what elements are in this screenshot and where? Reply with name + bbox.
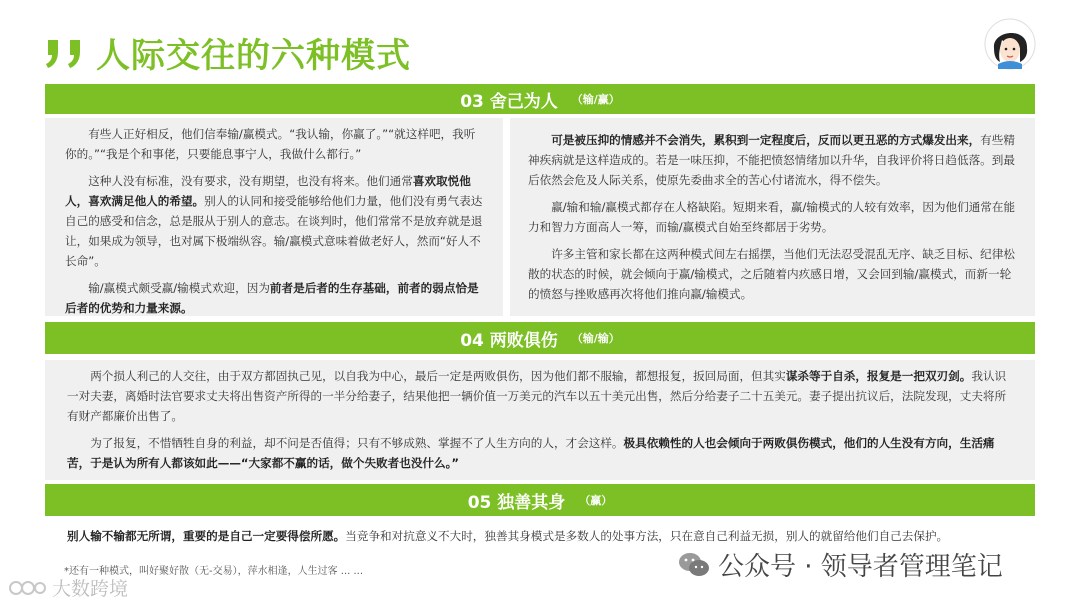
section-03-right-panel xyxy=(510,118,1035,316)
brand-logo-icon xyxy=(8,577,46,599)
section-04-tag: （输/输） xyxy=(571,332,620,345)
paragraph: 两个损人利己的人交往，由于双方都固执己见，以自我为中心，最后一定是两败俱伤，因为他们都不服输，都想报复，扳回局面，但其实谋杀等于自杀，报复是一把双刃剑。我认识一对夫妻，离婚时法官要求丈夫将出售资产所得的一半分给妻子，结果他把一辆价值一万美元的汽车以五十美元出售，然后分给妻子二十五美元。妻子提出抗议后，法院发现，丈夫将所有财产都廉价出售了。 xyxy=(67,369,1007,423)
section-04-header xyxy=(45,322,1035,354)
section-04-panel xyxy=(45,360,1035,480)
section-04-title: 04 两败俱伤 xyxy=(460,330,558,351)
paragraph: 许多主管和家长都在这两种模式间左右摇摆，当他们无法忍受混乱无序、缺乏目标、纪律松散的状态的时候，就会倾向于赢/输模式，之后随着内疚感日增，又会回到输/赢模式，而新一轮的愤怒与挫败感再次将他们推向赢/输模式。 xyxy=(528,247,1015,301)
paragraph: 这种人没有标准，没有要求，没有期望，也没有将来。他们通常喜欢取悦他人，喜欢满足他人的希望。别人的认同和接受能够给他们力量，他们没有勇气表达自己的感受和信念，总是服从于别人的意志。在谈判时，他们常常不是放弃就是退让，如果成为领导，也对属下极端纵容。输/赢模式意味着做老好人，然而“好人不长命”。 xyxy=(65,174,483,268)
paragraph: 为了报复，不惜牺牲自身的利益，却不问是否值得；只有不够成熟、掌握不了人生方向的人，才会这样。极具依赖性的人也会倾向于两败俱伤模式，他们的人生没有方向，生活痛苦，于是认为所有人都该如此——“大家都不赢的话，做个失败者也没什么。” xyxy=(67,436,995,470)
watermark-right-text: 公众号 · 领导者管理笔记 xyxy=(718,552,1003,582)
paragraph: 有些人正好相反，他们信奉输/赢模式。“我认输，你赢了。”“就这样吧，我听你的。”“我是个和事佬，只要能息事宁人，我做什么都行。” xyxy=(65,127,476,161)
section-03-tag: （输/赢） xyxy=(571,93,620,106)
section-05-tag: （赢） xyxy=(579,494,613,507)
watermark-left-text: 大数跨境 xyxy=(52,578,129,600)
section-03-left-panel xyxy=(45,118,503,316)
title-block xyxy=(44,26,411,78)
watermark-left xyxy=(8,574,128,601)
section-03-title: 03 舍己为人 xyxy=(460,91,558,112)
section-05-header xyxy=(45,484,1035,516)
paragraph: 输/赢模式颇受赢/输模式欢迎，因为前者是后者的生存基础，前者的弱点恰是后者的优势和力量来源。 xyxy=(65,281,479,315)
watermark-right xyxy=(678,546,1003,583)
section-03-header xyxy=(45,84,1035,114)
section-05-title: 05 独善其身 xyxy=(467,492,566,513)
avatar-icon xyxy=(984,18,1036,70)
paragraph: 赢/输和输/赢模式都存在人格缺陷。短期来看，赢/输模式的人较有效率，因为他们通常在能力和智力方面高人一筹，而输/赢模式自始至终都居于劣势。 xyxy=(528,200,1016,234)
footnote: *还有一种模式，叫好聚好散（无-交易），萍水相逢，人生过客 ... ... xyxy=(64,566,364,577)
paragraph: 可是被压抑的情感并不会消失，累积到一定程度后，反而以更丑恶的方式爆发出来，有些精神疾病就是这样造成的。若是一味压抑，不能把愤怒情绪加以升华，自我评价将日趋低落。到最后依然会危及人际关系，使原先委曲求全的苦心付诸流水，得不偿失。 xyxy=(528,133,1015,187)
paragraph: 别人输不输都无所谓，重要的是自己一定要得偿所愿。当竞争和对抗意义不大时，独善其身模式是多数人的处事方法，只在意自己利益无损，别人的就留给他们自己去保护。 xyxy=(67,529,949,543)
wechat-icon xyxy=(678,551,710,579)
quote-icon xyxy=(44,32,90,72)
page-title: 人际交往的六种模式 xyxy=(96,35,411,76)
